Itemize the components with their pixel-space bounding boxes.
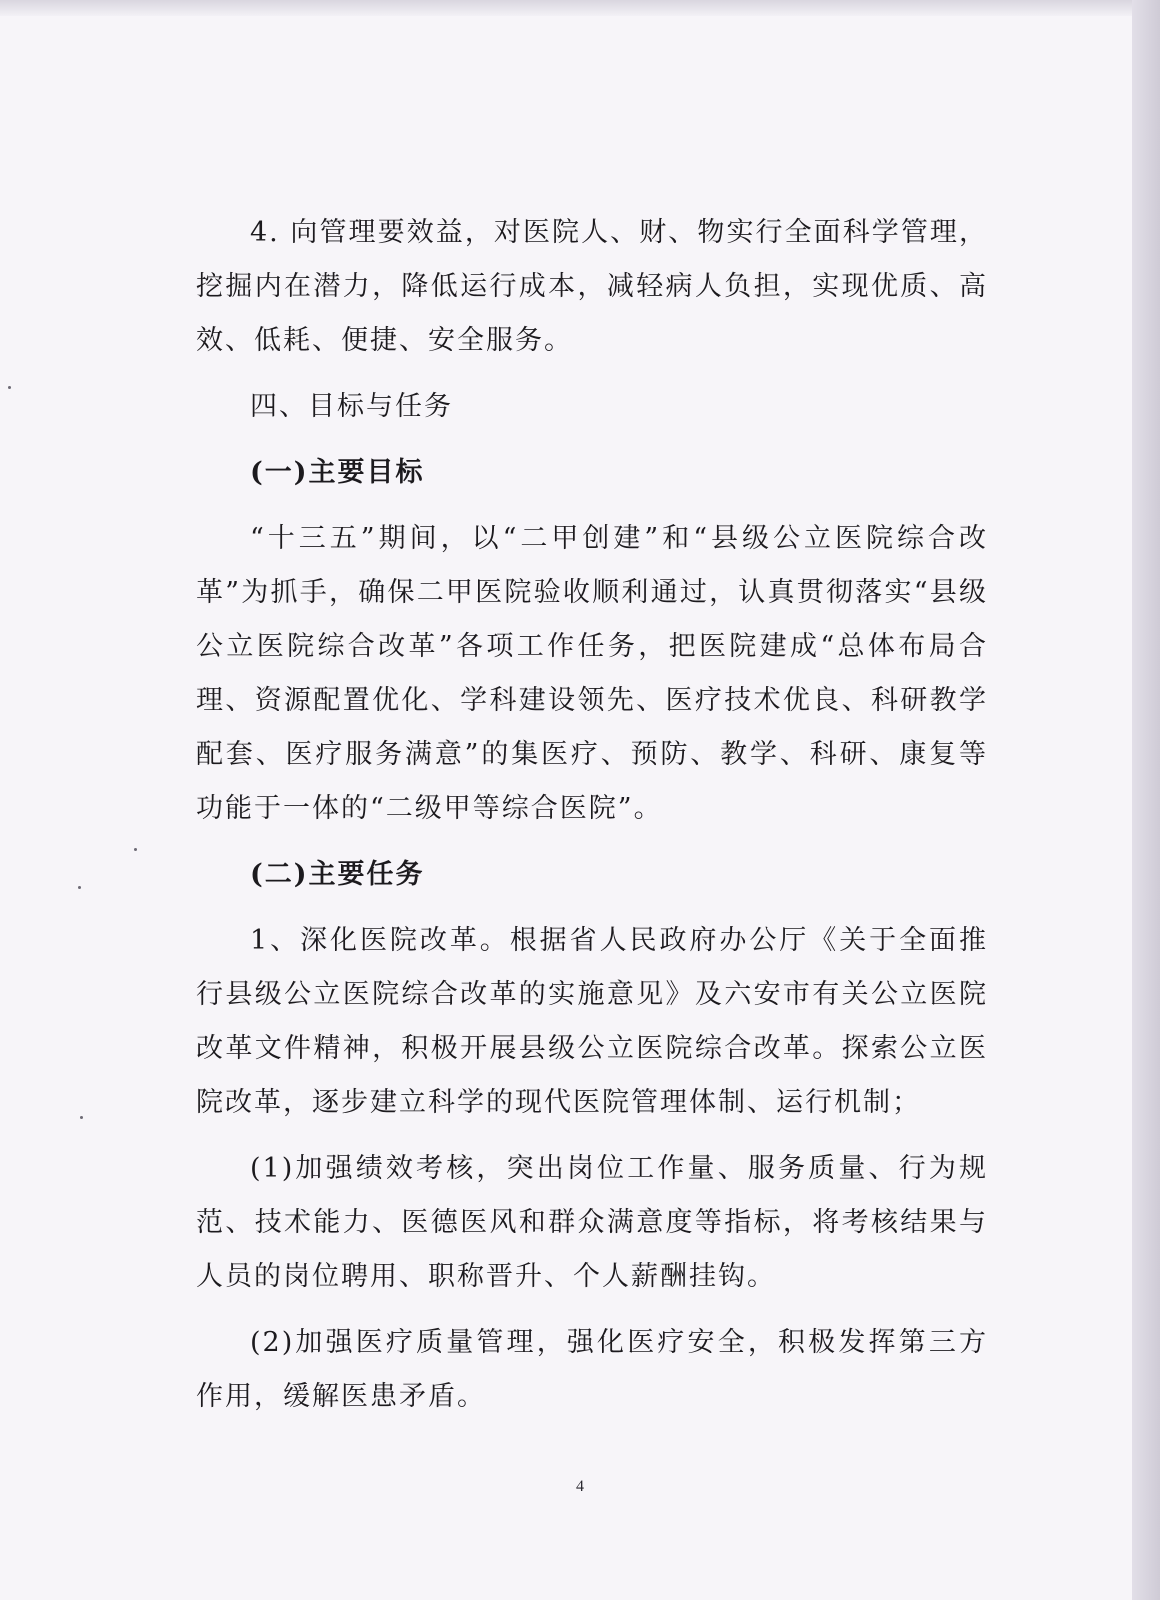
paragraph-main-goals: “十三五”期间，以“二甲创建”和“县级公立医院综合改革”为抓手，确保二甲医院验收顺利通过，认真贯彻落实“县级公立医院综合改革”各项工作任务，把医院建成“总体布局合理、资源配置优化、学科建设领先、医疗技术优良、科研教学配套、医疗服务满意”的集医疗、预防、教学、科研、康复等功能于一体的“二级甲等综合医院”。 [196,523,988,824]
subheading-main-goals: (一)主要目标 [250,457,425,488]
spacer [196,500,988,512]
scan-speck [8,386,11,389]
section-heading-goals-tasks: 四、目标与任务 [250,391,453,422]
scan-speck [80,1116,83,1119]
subheading-main-tasks: (二)主要任务 [250,859,425,890]
scan-speck [78,886,81,889]
paragraph-quality-management: (2)加强医疗质量管理，强化医疗安全，积极发挥第三方作用，缓解医患矛盾。 [196,1327,988,1412]
paragraph-performance-assessment: (1)加强绩效考核，突出岗位工作量、服务质量、行为规范、技术能力、医德医风和群众满意度等指标，将考核结果与人员的岗位聘用、职称晋升、个人薪酬挂钩。 [196,1153,988,1292]
document-body [196,206,988,1424]
scan-top-edge [0,0,1160,16]
scan-right-edge [1132,0,1160,1600]
spacer [196,368,988,380]
spacer [196,434,988,446]
spacer [196,1304,988,1316]
paragraph-deepen-reform: 1、深化医院改革。根据省人民政府办公厅《关于全面推行县级公立医院综合改革的实施意见》及六安市有关公立医院改革文件精神，积极开展县级公立医院综合改革。探索公立医院改革，逐步建立科学的现代医院管理体制、运行机制； [196,925,988,1118]
scan-speck [134,848,137,851]
page-number: 4 [576,1478,584,1495]
spacer [196,1130,988,1142]
spacer [196,836,988,848]
spacer [196,902,988,914]
paragraph-management-efficiency: 4. 向管理要效益，对医院人、财、物实行全面科学管理，挖掘内在潜力，降低运行成本，减轻病人负担，实现优质、高效、低耗、便捷、安全服务。 [196,217,988,356]
